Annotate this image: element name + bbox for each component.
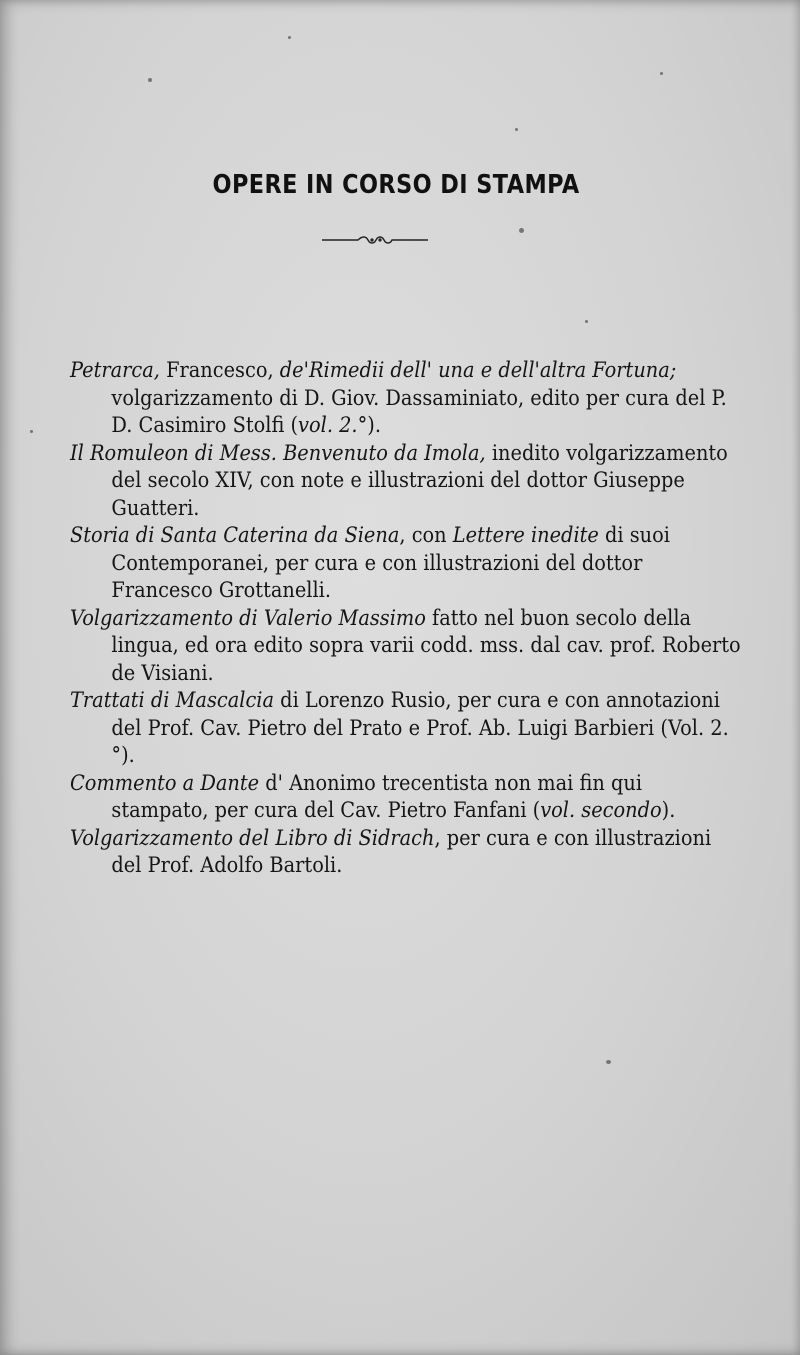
entry-italic-text: vol. 2.° <box>298 413 368 438</box>
publication-entry <box>70 522 741 605</box>
entry-text: ). <box>661 798 676 823</box>
paper-speck <box>515 128 518 131</box>
entry-text: inedito volgarizzamento del secolo XIV, con note e illustrazioni del dottor Giuseppe Guatteri. <box>111 440 728 521</box>
entry-text: volgarizzamento di D. Giov. Dassaminiato, edito per cura del P. D. Casimiro Stolfi ( <box>111 385 727 438</box>
paper-speck <box>288 36 291 39</box>
publication-entry <box>70 357 741 440</box>
entry-text: d' Anonimo trecentista non mai fin qui stampato, per cura del Cav. Pietro Fanfani ( <box>111 770 643 823</box>
publication-list <box>70 357 741 880</box>
paper-speck <box>519 228 524 233</box>
flourish-rule-icon <box>320 232 430 248</box>
entry-italic-text: vol. secondo <box>540 798 662 823</box>
publication-entry <box>70 825 741 880</box>
entry-italic-text: Commento a Dante <box>70 770 260 796</box>
publication-entry <box>70 770 741 825</box>
publication-entry <box>70 687 741 770</box>
entry-italic-text: Volgarizzamento di Valerio Massimo <box>70 605 426 631</box>
entry-text: ). <box>367 413 381 438</box>
entry-italic-text: Il Romuleon di Mess. Benvenuto da Imola, <box>70 440 486 466</box>
entry-text: , per cura e con illustrazioni del Prof. Adolfo Bartoli. <box>111 825 712 878</box>
entry-text: di Lorenzo Rusio, per cura e con annotazioni del Prof. Cav. Pietro del Prato e Prof. Ab. Luigi Barbieri (Vol. 2.°). <box>111 688 729 768</box>
entry-italic-text: Petrarca, <box>70 358 160 383</box>
paper-speck <box>660 72 663 75</box>
publication-entry <box>70 440 741 523</box>
entry-italic-text: Storia di Santa Caterina da Siena <box>70 523 400 548</box>
entry-text: , con <box>399 523 453 548</box>
entry-italic-text: Lettere inedite <box>452 523 599 548</box>
entry-italic-text: de'Rimedii dell' una e dell'altra Fortuna; <box>279 358 677 383</box>
paper-speck <box>148 78 152 82</box>
paper-speck <box>585 320 588 323</box>
entry-italic-text: Volgarizzamento del Libro di Sidrach <box>70 825 435 851</box>
entry-italic-text: Trattati di Mascalcia <box>70 688 275 713</box>
publication-entry <box>70 605 741 688</box>
paper-speck <box>30 430 33 433</box>
entry-text: di suoi Contemporanei, per cura e con illustrazioni del dottor Francesco Grottanelli. <box>111 523 670 603</box>
page-title: OPERE IN CORSO DI STAMPA <box>212 170 580 200</box>
entry-text: fatto nel buon secolo della lingua, ed ora edito sopra varii codd. mss. dal cav. prof. Roberto de Visiani. <box>111 605 741 686</box>
paper-speck <box>606 1060 611 1064</box>
entry-text: Francesco, <box>159 358 280 383</box>
